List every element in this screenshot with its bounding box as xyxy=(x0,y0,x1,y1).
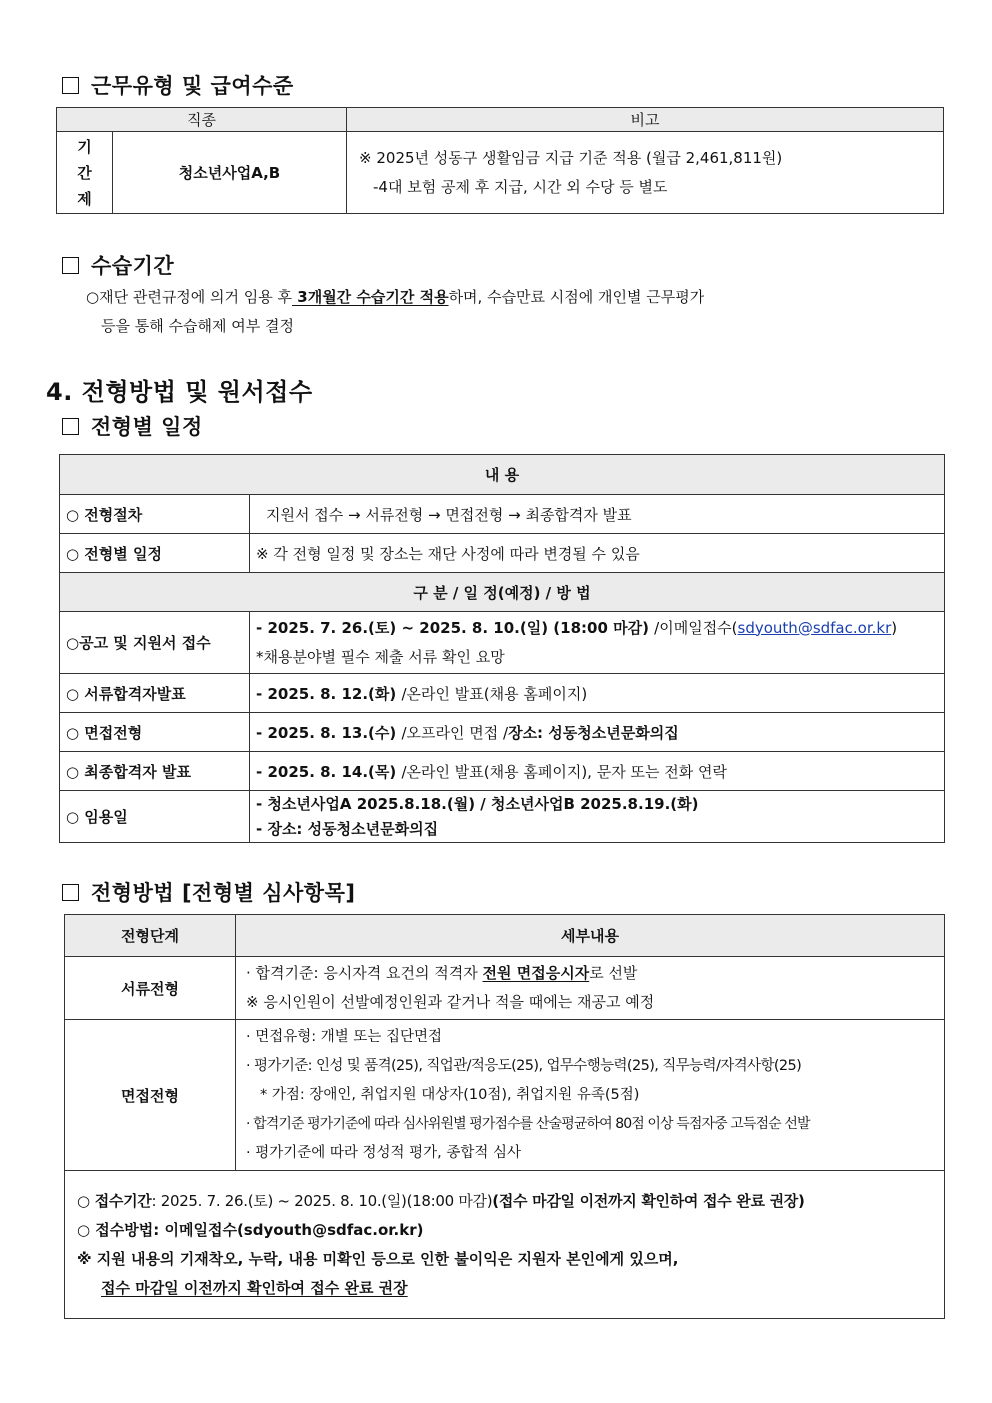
col-header-detail: 세부내용 xyxy=(236,915,945,957)
schedule-table xyxy=(59,454,945,843)
section-title-selection: 4. 전형방법 및 원서접수 xyxy=(46,378,313,406)
checkbox-square-icon xyxy=(62,77,79,94)
row-label-process: ○ 전형절차 xyxy=(60,495,250,534)
row-label-doc-result: ○ 서류합격자발표 xyxy=(60,674,250,713)
work-type-table xyxy=(56,107,944,214)
method-table xyxy=(64,914,945,1319)
row-label-start: ○ 임용일 xyxy=(60,791,250,843)
job-name: 청소년사업A,B xyxy=(113,132,347,214)
schedule-subheader: 구 분 / 일 정(예정) / 방 법 xyxy=(60,573,945,612)
detail-interview: · 면접유형: 개별 또는 집단면접 · 평가기준: 인성 및 품격(25), 직업관/적응도(25), 업무수행능력(25), 직무능력/자격사항(25) * 가점: 장애인, 취업지원 대상자(10점), 취업지원 유족(5점) · 합격기준 평가기준에 따라 심사위원별 평가점수를 산술평균하여 80점 이상 득점자중 고득점순 선발 · 평가기준에 따라 정성적 평가, 종합적 심사 xyxy=(236,1020,945,1171)
row-label-interview: ○ 면접전형 xyxy=(60,713,250,752)
row-label-application: ○공고 및 지원서 접수 xyxy=(60,612,250,674)
section-title-schedule: 전형별 일정 xyxy=(62,411,203,441)
salary-note: ※ 2025년 성동구 생활임금 지급 기준 적용 (월급 2,461,811원) -4대 보험 공제 후 지급, 시간 외 수당 등 별도 xyxy=(347,132,944,214)
schedule-header: 내 용 xyxy=(60,455,945,495)
email-link[interactable]: sdyouth@sdfac.or.kr xyxy=(737,618,892,637)
checkbox-square-icon xyxy=(62,418,79,435)
stage-interview: 면접전형 xyxy=(65,1020,236,1171)
section-title-probation: 수습기간 xyxy=(62,250,174,280)
row-label-schedule: ○ 전형별 일정 xyxy=(60,534,250,573)
col-header-note: 비고 xyxy=(347,108,944,132)
section-title-work-type: 근무유형 및 급여수준 xyxy=(62,70,294,100)
section-title-method: 전형방법 [전형별 심사항목] xyxy=(62,877,355,907)
type-label: 기 간 제 xyxy=(57,132,113,214)
row-value-schedule: ※ 각 전형 일정 및 장소는 재단 사정에 따라 변경될 수 있음 xyxy=(250,534,945,573)
checkbox-square-icon xyxy=(62,884,79,901)
probation-text: ○재단 관련규정에 의거 임용 후 3개월간 수습기간 적용하며, 수습만료 시점에 개인별 근무평가 등을 통해 수습해제 여부 결정 xyxy=(86,288,705,335)
checkbox-square-icon xyxy=(62,257,79,274)
application-footer: ○ 접수기간: 2025. 7. 26.(토) ~ 2025. 8. 10.(일)(18:00 마감)(접수 마감일 이전까지 확인하여 접수 완료 권장) ○ 접수방법: 이메일접수(sdyouth@sdfac.or.kr) ※ 지원 내용의 기재착오, 누락, 내용 미확인 등으로 인한 불이익은 지원자 본인에게 있으며, 접수 마감일 이전까지 확인하여 접수 완료 권장 xyxy=(65,1171,945,1319)
detail-document: · 합격기준: 응시자격 요건의 적격자 전원 면접응시자로 선발 ※ 응시인원이 선발예정인원과 같거나 적을 때에는 재공고 예정 xyxy=(236,957,945,1020)
stage-document: 서류전형 xyxy=(65,957,236,1020)
row-value-interview: - 2025. 8. 13.(수) /오프라인 면접 /장소: 성동청소년문화의집 xyxy=(250,713,945,752)
row-value-doc-result: - 2025. 8. 12.(화) /온라인 발표(채용 홈페이지) xyxy=(250,674,945,713)
row-value-final: - 2025. 8. 14.(목) /온라인 발표(채용 홈페이지), 문자 또는 전화 연락 xyxy=(250,752,945,791)
row-value-application: - 2025. 7. 26.(토) ~ 2025. 8. 10.(일) (18:00 마감) /이메일접수(sdyouth@sdfac.or.kr) *채용분야별 필수 제출 서류 확인 요망 xyxy=(250,612,945,674)
row-value-start: - 청소년사업A 2025.8.18.(월) / 청소년사업B 2025.8.19.(화) - 장소: 성동청소년문화의집 xyxy=(250,791,945,843)
row-value-process: 지원서 접수 → 서류전형 → 면접전형 → 최종합격자 발표 xyxy=(250,495,945,534)
col-header-job: 직종 xyxy=(57,108,347,132)
col-header-stage: 전형단계 xyxy=(65,915,236,957)
row-label-final: ○ 최종합격자 발표 xyxy=(60,752,250,791)
